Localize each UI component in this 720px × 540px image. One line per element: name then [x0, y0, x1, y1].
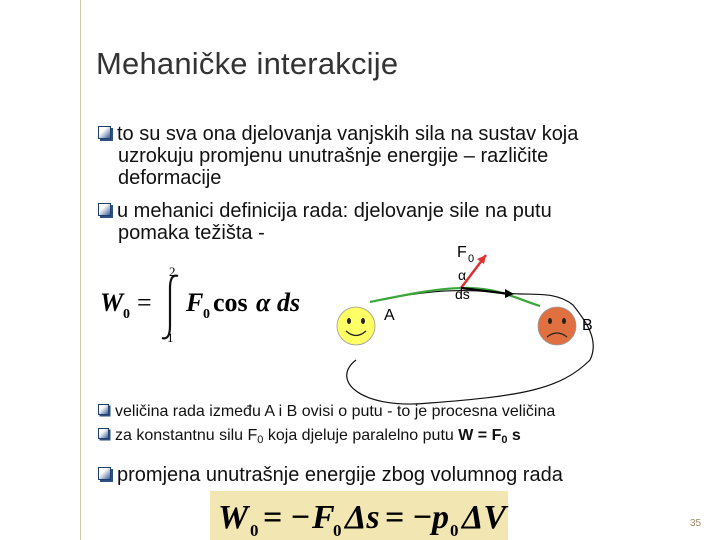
integral-ds: ds: [277, 288, 301, 317]
force-label: F: [457, 244, 467, 261]
bullet-1-line-3: deformacije: [118, 167, 222, 189]
integral-upper-limit: 2: [169, 264, 176, 279]
integral-cos: cos: [213, 288, 248, 317]
bullet-1-line-2: uzrokuju promjenu unutrašnje energije – različite: [118, 145, 549, 167]
small-bullet-2-wsub: 0: [501, 434, 508, 446]
bullet-2-line-2: pomaka težišta -: [118, 222, 265, 244]
page-number: 35: [690, 518, 702, 529]
ds-label: ds: [455, 286, 470, 302]
bullet-3-text: promjena unutrašnje energije zbog volumnog rada: [117, 464, 563, 486]
angle-label: α: [458, 267, 467, 283]
formula-eq2: = −: [385, 499, 433, 536]
bullet-2-line-1: u mehanici definicija rada: djelovanje sile na putu: [117, 200, 552, 222]
formula-eq1: = −: [263, 499, 311, 536]
small-bullet-2-pre: za konstantnu silu F: [115, 427, 258, 444]
point-a-label: A: [384, 307, 395, 324]
formula-p: p: [432, 499, 449, 536]
integral-alpha: α: [256, 288, 271, 317]
small-bullet-2-w: W = F: [458, 427, 502, 444]
formula-f-sub: 0: [333, 521, 342, 540]
formula-p-sub: 0: [450, 521, 459, 540]
small-bullet-2-s: s: [507, 427, 521, 444]
small-bullet-2-mid: koja djeluje paralelno putu: [263, 427, 459, 444]
bullet-1-line-1: to su sva ona djelovanja vanjskih sila na sustav koja: [117, 123, 579, 145]
point-b-label: B: [582, 317, 593, 334]
integral-force: F: [186, 288, 204, 317]
integral-lhs: W: [100, 288, 124, 317]
slide-title: Mehaničke interakcije: [96, 46, 399, 81]
formula-delta-s: Δs: [345, 499, 380, 536]
force-label-sub: 0: [468, 253, 475, 265]
integral-lhs-sub: 0: [123, 307, 130, 322]
formula-delta-v: ΔV: [462, 499, 506, 536]
integral-lower-limit: 1: [167, 330, 174, 345]
integral-equals: =: [137, 288, 152, 317]
integral-force-sub: 0: [203, 307, 210, 322]
formula-f: F: [312, 499, 335, 536]
small-bullet-2-sub: 0: [257, 434, 264, 446]
formula-w-sub: 0: [250, 521, 259, 540]
small-bullet-1-text: veličina rada između A i B ovisi o putu - to je procesna veličina: [115, 403, 556, 420]
formula-w: W: [218, 499, 249, 536]
